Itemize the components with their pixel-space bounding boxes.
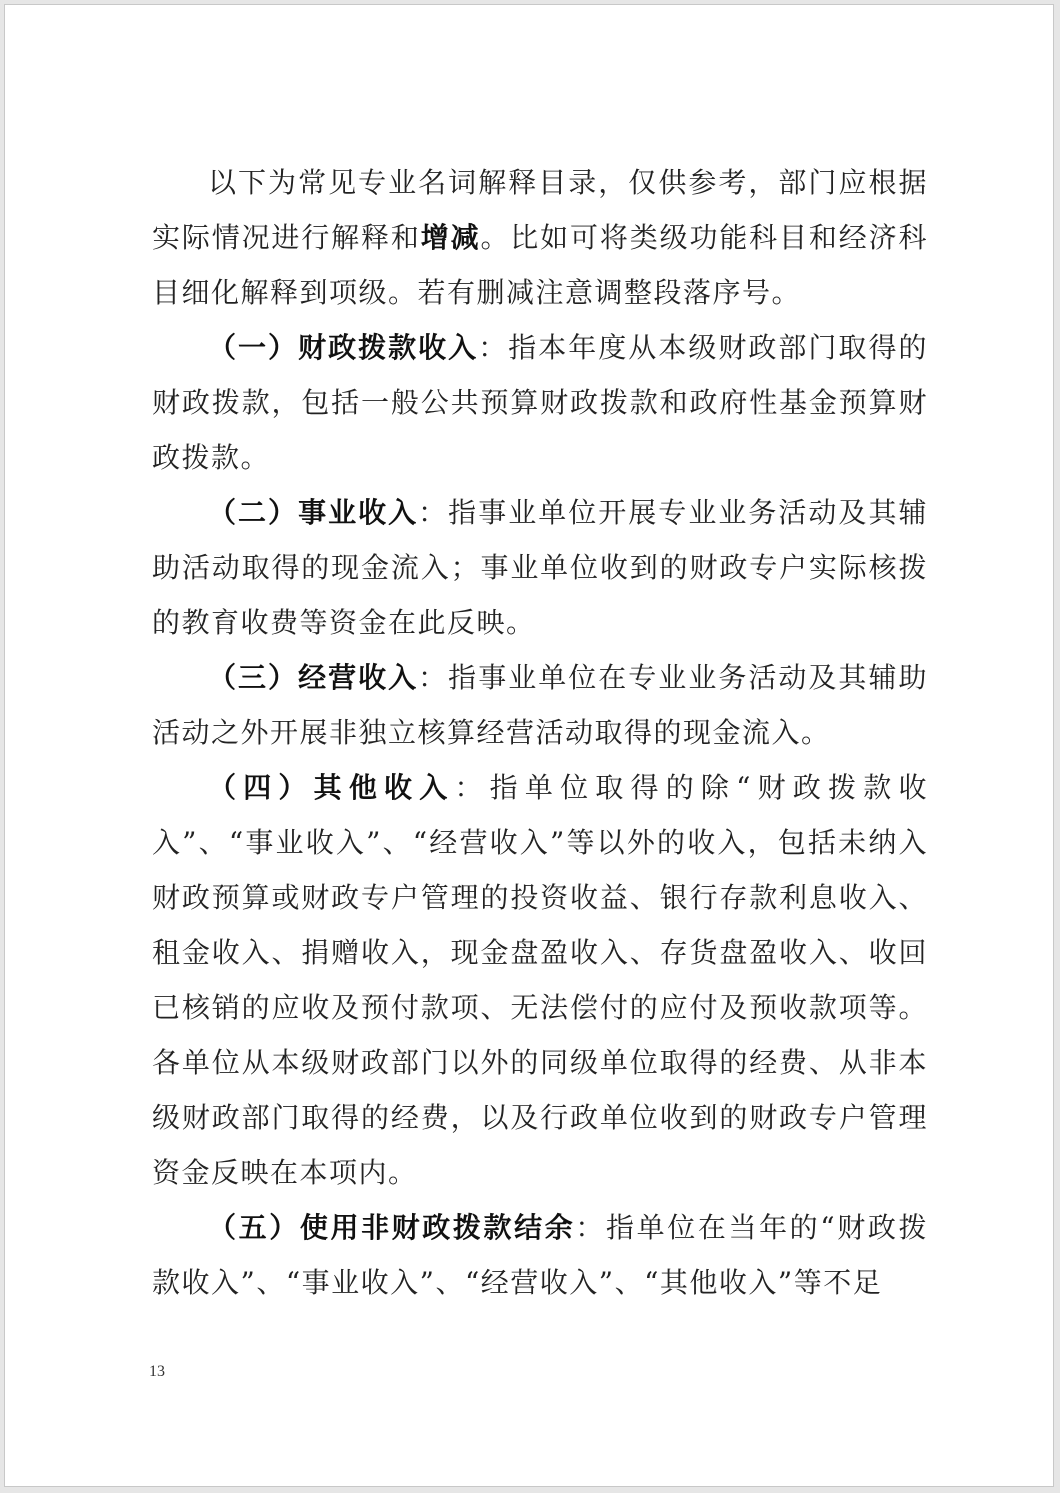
item-term: 使用非财政拨款结余 <box>299 1211 576 1244</box>
item-term: 其他收入 <box>313 771 455 804</box>
item-colon: ： <box>575 1211 606 1244</box>
item-definition: 指事业单位在专业业务活动及其辅助活动之外开展非独立核算经营活动取得的现金流入。 <box>152 661 928 749</box>
body-text <box>152 155 928 1310</box>
intro-paragraph <box>152 155 928 320</box>
item-number: （一） <box>208 331 299 364</box>
definition-item-2 <box>152 485 928 650</box>
page-number: 13 <box>149 1363 165 1380</box>
item-number: （三） <box>208 661 299 694</box>
item-definition: 指本年度从本级财政部门取得的财政拨款，包括一般公共预算财政拨款和政府性基金预算财政拨款。 <box>152 331 928 474</box>
item-colon: ： <box>454 771 490 804</box>
item-number: （四） <box>208 771 314 804</box>
definition-item-1 <box>152 320 928 485</box>
item-term: 经营收入 <box>298 661 419 694</box>
intro-bold-text: 增减 <box>420 221 481 254</box>
intro-text-after: 。比如可将类级功能科目和经济科目细化解释到项级。若有删减注意调整段落序号。 <box>152 221 928 309</box>
item-colon: ： <box>418 496 449 529</box>
item-term: 财政拨款收入 <box>298 331 479 364</box>
item-term: 事业收入 <box>298 496 419 529</box>
item-definition: 指单位在当年的“财政拨款收入”、“事业收入”、“经营收入”、“其他收入”等不足 <box>152 1211 928 1299</box>
definition-item-5 <box>152 1200 928 1310</box>
definition-item-3 <box>152 650 928 760</box>
intro-text-before: 以下为常见专业名词解释目录，仅供参考，部门应根据实际情况进行解释和 <box>152 166 928 254</box>
item-colon: ： <box>418 661 449 694</box>
item-number: （五） <box>208 1211 300 1244</box>
item-definition: 指事业单位开展专业业务活动及其辅助活动取得的现金流入；事业单位收到的财政专户实际核拨的教育收费等资金在此反映。 <box>152 496 928 639</box>
definition-item-4 <box>152 760 928 1200</box>
item-number: （二） <box>208 496 299 529</box>
item-definition: 指单位取得的除“财政拨款收入”、“事业收入”、“经营收入”等以外的收入，包括未纳入财政预算或财政专户管理的投资收益、银行存款利息收入、租金收入、捐赠收入，现金盘盈收入、存货盘盈收入、收回已核销的应收及预付款项、无法偿付的应付及预收款项等。各单位从本级财政部门以外的同级单位取得的经费、从非本级财政部门取得的经费，以及行政单位收到的财政专户管理资金反映在本项内。 <box>152 771 928 1189</box>
item-colon: ： <box>478 331 509 364</box>
document-page <box>4 4 1054 1487</box>
